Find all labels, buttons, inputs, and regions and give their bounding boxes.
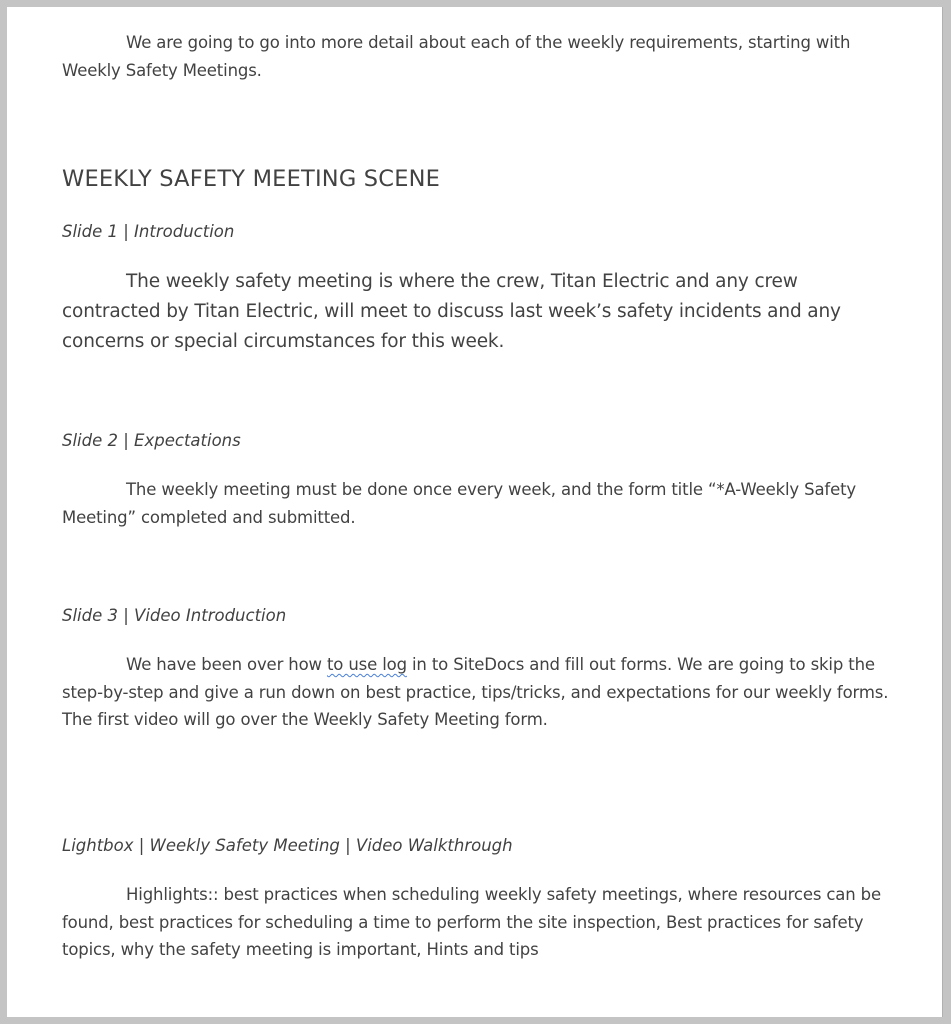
section-body-slide-3 (62, 651, 892, 734)
body-text-part: We have been over how (126, 655, 327, 674)
section-heading-slide-2: Slide 2 | Expectations (62, 431, 241, 450)
section-body-slide-1: The weekly safety meeting is where the crew, Titan Electric and any crew contracted by Titan Electric, will meet to discuss last week’s safety incidents and any concerns or special circumstances for this week. (62, 271, 841, 352)
section-heading-slide-1: Slide 1 | Introduction (62, 222, 235, 241)
section-body-lightbox: Highlights:: best practices when scheduling weekly safety meetings, where resources can be found, best practices for scheduling a time to perform the site inspection, Best practices for safety topics, why the safety meeting is important, Hints and tips (62, 885, 881, 959)
intro-paragraph: We are going to go into more detail about each of the weekly requirements, starting with Weekly Safety Meetings. (62, 33, 851, 80)
body-text-part: in to SiteDocs and fill out forms. We are going to skip the step-by-step and give a run down on best practice, tips/tricks, and expectations for our weekly forms. The first video will go over the Weekly Safety Meeting form. (62, 655, 889, 729)
section-heading-lightbox: Lightbox | Weekly Safety Meeting | Video Walkthrough (62, 836, 513, 855)
spellcheck-flagged-text[interactable]: to use log (326, 655, 407, 674)
scene-heading: WEEKLY SAFETY MEETING SCENE (62, 166, 441, 192)
section-heading-slide-3: Slide 3 | Video Introduction (62, 606, 287, 625)
section-body-slide-2: The weekly meeting must be done once every week, and the form title “*A-Weekly Safety Meeting” completed and submitted. (62, 480, 857, 527)
document-page (7, 7, 943, 1017)
